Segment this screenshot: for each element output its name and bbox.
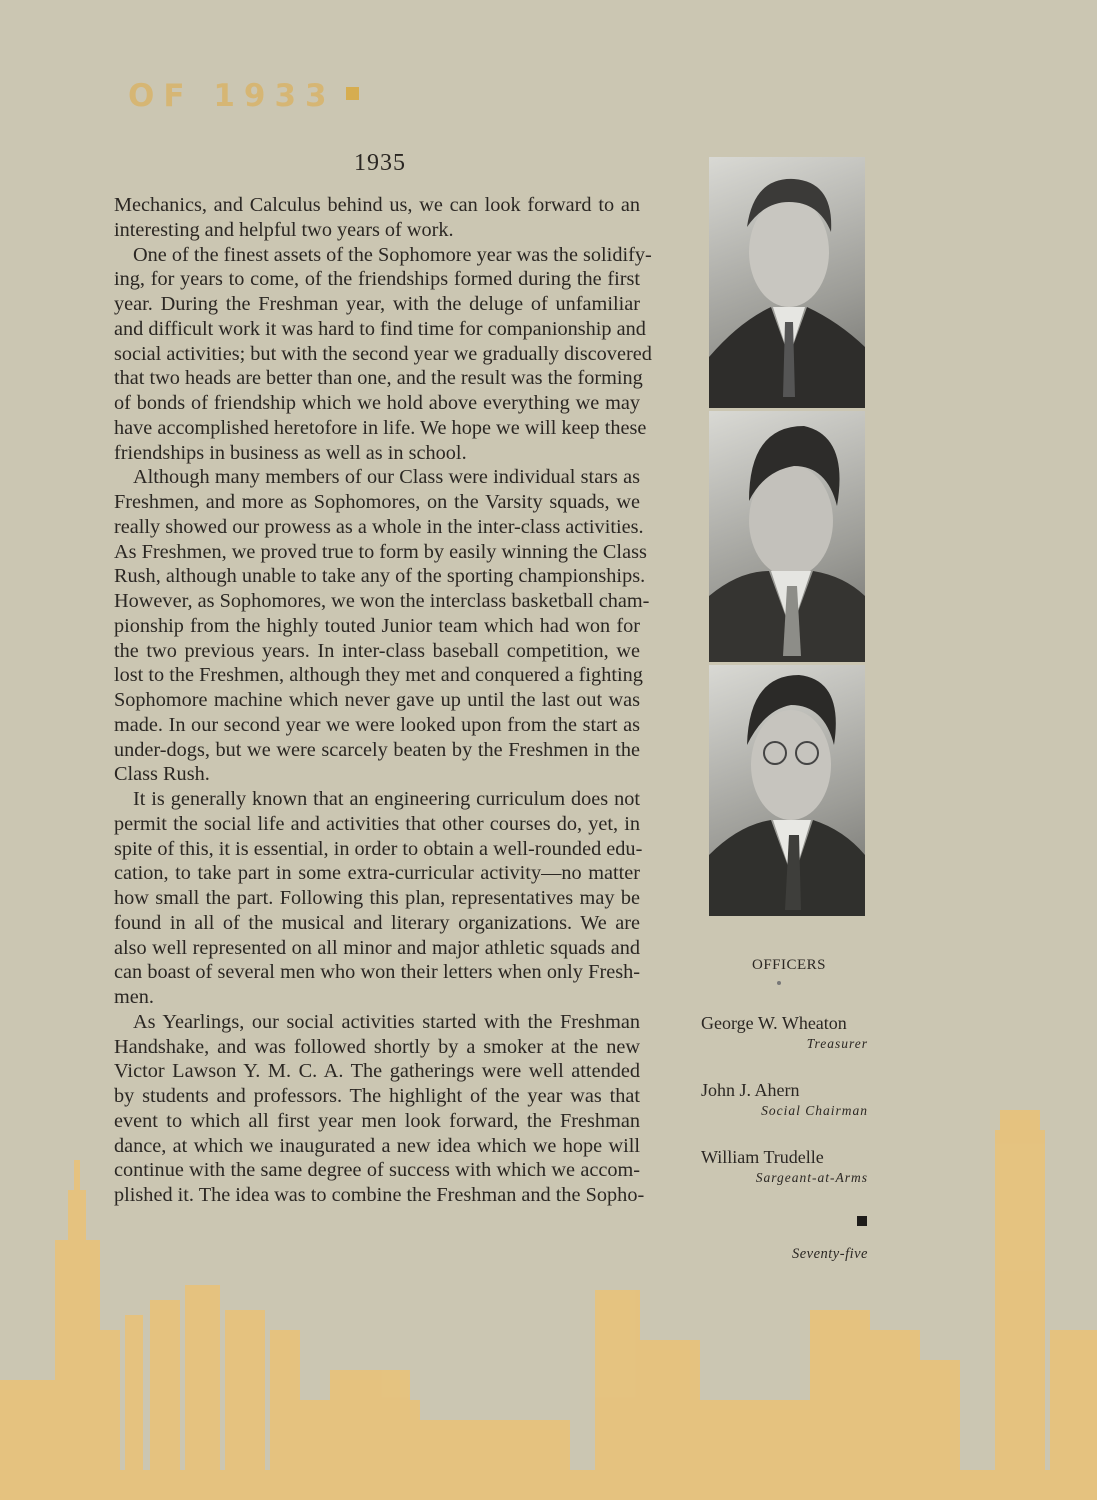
text-line: friendships in business as well as in school.: [114, 441, 467, 464]
text-line: One of the finest assets of the Sophomore year was the solidify-: [133, 243, 652, 266]
page-number: Seventy-five: [791, 1246, 868, 1262]
text-line: dance, at which we inaugurated a new idea which we hope will: [114, 1134, 640, 1157]
text-line: Victor Lawson Y. M. C. A. The gatherings were well attended: [114, 1060, 640, 1083]
officers-heading: OFFICERS: [752, 957, 827, 973]
bullet-icon: [777, 981, 781, 985]
text-line: event to which all first year men look forward, the Freshman: [114, 1109, 640, 1132]
header-title: OF 1933: [128, 78, 336, 114]
square-ornament-icon: [346, 87, 359, 100]
city-skyline-illustration: [0, 1100, 1097, 1500]
text-line: really showed our prowess as a whole in the inter-class activities.: [114, 515, 644, 538]
text-line: As Yearlings, our social activities started with the Freshman: [133, 1010, 640, 1033]
officer-role: Sargeant-at-Arms: [755, 1170, 868, 1185]
page-year: 1935: [354, 150, 406, 176]
text-line: have accomplished heretofore in life. We hope we will keep these: [114, 416, 647, 439]
officer-name: William Trudelle: [701, 1147, 824, 1167]
text-line: permit the social life and activities that other courses do, yet, in: [114, 812, 640, 835]
portrait-photo-3: [709, 665, 865, 916]
portrait-photo-1: [709, 157, 865, 408]
text-line: made. In our second year we were looked upon from the start as: [114, 713, 640, 736]
text-line: Rush, although unable to take any of the sporting championships.: [114, 565, 646, 588]
text-line: year. During the Freshman year, with the deluge of unfamiliar: [114, 293, 640, 315]
text-line: how small the part. Following this plan, representatives may be: [114, 887, 640, 909]
body-text: [114, 193, 652, 1208]
text-line: also well represented on all minor and major athletic squads and: [114, 936, 640, 959]
section-header: [128, 78, 359, 114]
text-line: Handshake, and was followed shortly by a smoker at the new: [114, 1035, 640, 1058]
text-line: continue with the same degree of success with which we accom-: [114, 1159, 640, 1182]
text-line: However, as Sophomores, we won the interclass basketball cham-: [114, 590, 650, 612]
text-line: by students and professors. The highlight of the year was that: [114, 1085, 640, 1107]
officer-name: George W. Wheaton: [701, 1013, 847, 1033]
text-line: of bonds of friendship which we hold above everything we may: [114, 392, 640, 414]
text-line: lost to the Freshmen, although they met and conquered a fighting: [114, 664, 643, 687]
text-line: Class Rush.: [114, 763, 210, 786]
text-line: can boast of several men who won their letters when only Fresh-: [114, 961, 640, 984]
text-line: Freshmen, and more as Sophomores, on the Varsity squads, we: [114, 491, 640, 513]
text-line: It is generally known that an engineering curriculum does not: [133, 788, 640, 810]
text-line: that two heads are better than one, and the result was the forming: [114, 367, 643, 390]
officer-role: Social Chairman: [761, 1103, 868, 1118]
text-line: plished it. The idea was to combine the Freshman and the Sopho-: [114, 1184, 645, 1206]
text-line: pionship from the highly touted Junior team which had won for: [114, 614, 640, 637]
text-line: and difficult work it was hard to find time for companionship and: [114, 317, 646, 340]
text-line: cation, to take part in some extra-curricular activity—no matter: [114, 862, 640, 885]
text-line: spite of this, it is essential, in order to obtain a well-rounded edu-: [114, 837, 643, 860]
text-line: interesting and helpful two years of work.: [114, 218, 454, 241]
text-line: ing, for years to come, of the friendships formed during the first: [114, 268, 640, 291]
text-line: found in all of the musical and literary organizations. We are: [114, 911, 640, 934]
text-line: under-dogs, but we were scarcely beaten by the Freshmen in the: [114, 738, 640, 761]
officer-role: Treasurer: [806, 1036, 868, 1051]
portrait-photo-2: [709, 411, 865, 662]
text-line: As Freshmen, we proved true to form by easily winning the Class: [114, 540, 647, 563]
text-line: social activities; but with the second year we gradually discovered: [114, 342, 652, 365]
officer-name: John J. Ahern: [701, 1080, 800, 1100]
text-line: Mechanics, and Calculus behind us, we can look forward to an: [114, 194, 640, 216]
text-line: Sophomore machine which never gave up until the last out was: [114, 689, 640, 711]
text-line: Although many members of our Class were individual stars as: [133, 466, 640, 489]
text-line: men.: [114, 986, 154, 1008]
text-line: the two previous years. In inter-class baseball competition, we: [114, 639, 640, 662]
